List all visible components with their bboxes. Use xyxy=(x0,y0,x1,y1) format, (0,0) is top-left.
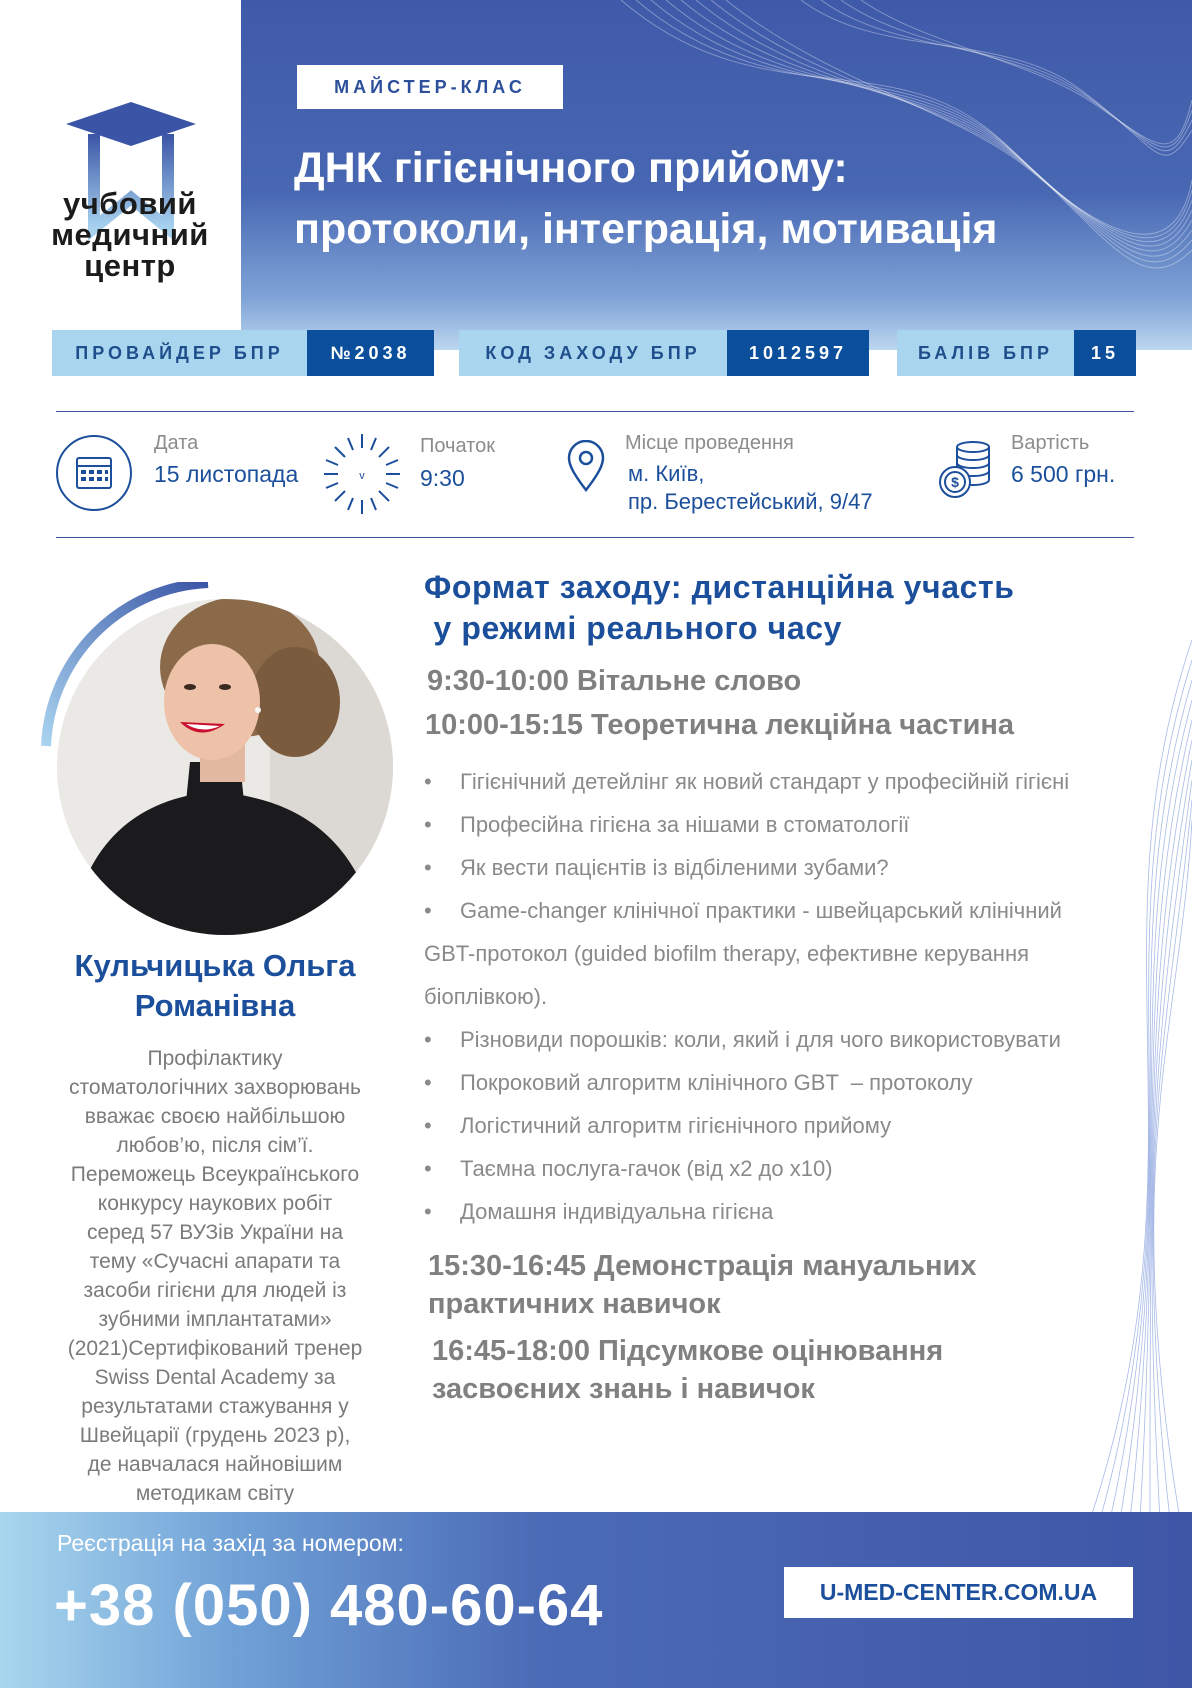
divider xyxy=(56,411,1134,412)
schedule-item-welcome: 9:30-10:00 Вітальне слово xyxy=(427,665,802,697)
svg-text:v: v xyxy=(359,470,365,482)
event-code-label: КОД ЗАХОДУ БПР xyxy=(459,330,727,376)
list-item: • Як вести пацієнтів із відбіленими зубами? xyxy=(424,855,889,880)
speaker-name: Кульчицька Ольга Романівна xyxy=(74,948,356,1023)
list-item: • Таємна послуга-гачок (від х2 до х10) xyxy=(424,1156,833,1181)
provider-label: ПРОВАЙДЕР БПР xyxy=(52,330,307,376)
list-item: • Гігієнічний детейлінг як новий стандарт у професійній гігієні xyxy=(424,769,1070,794)
price-value: 6 500 грн. xyxy=(1011,461,1116,487)
event-type-badge: МАЙСТЕР-КЛАС xyxy=(297,65,563,109)
svg-text:$: $ xyxy=(951,474,959,490)
list-item-continuation: біоплівкою). xyxy=(424,984,548,1009)
points-value: 15 xyxy=(1074,330,1136,376)
list-item: • Різновиди порошків: коли, який і для чого використовувати xyxy=(424,1027,1061,1052)
list-item: • Професійна гігієна за нішами в стоматології xyxy=(424,812,910,837)
website-link[interactable]: U-MED-CENTER.COM.UA xyxy=(784,1567,1133,1618)
clock-burst-icon xyxy=(322,432,402,516)
date-label: Дата xyxy=(154,432,199,454)
location-pin-icon xyxy=(566,440,606,494)
logo-text: учбовий медичний центр xyxy=(51,186,209,283)
list-item: • Покроковий алгоритм клінічного GBT – протоколу xyxy=(424,1070,973,1095)
place-value: м. Київ, пр. Берестейський, 9/47 xyxy=(628,461,873,514)
page-title: ДНК гігієнічного прийому: протоколи, інтеграція, мотивація xyxy=(294,144,998,253)
coins-icon xyxy=(935,438,995,502)
list-item-continuation: GBT-протокол (guided biofilm therapy, ефективне керування xyxy=(424,941,1030,966)
registration-label: Реєстрація на захід за номером: xyxy=(57,1530,404,1556)
start-value: 9:30 xyxy=(420,465,465,491)
event-format-heading: Формат заходу: дистанційна участь у режимі реального часу xyxy=(424,569,1015,646)
list-item: • Домашня індивідуальна гігієна xyxy=(424,1199,774,1224)
provider-value: №2038 xyxy=(307,330,434,376)
list-item: • Логістичний алгоритм гігієнічного прийому xyxy=(424,1113,892,1138)
divider xyxy=(56,537,1134,538)
place-label: Місце проведення xyxy=(625,432,794,454)
event-code-value: 1012597 xyxy=(727,330,869,376)
list-item: • Game-changer клінічної практики - швейцарський клінічний xyxy=(424,898,1062,923)
start-label: Початок xyxy=(420,435,495,457)
price-label: Вартість xyxy=(1011,432,1090,454)
speaker-photo xyxy=(40,582,400,942)
schedule-item-lecture: 10:00-15:15 Теоретична лекційна частина xyxy=(425,709,1015,741)
phone-number[interactable]: +38 (050) 480-60-64 xyxy=(54,1573,604,1638)
schedule-item-demonstration: 15:30-16:45 Демонстрація мануальних практичних навичок xyxy=(428,1250,977,1320)
lecture-topics-list xyxy=(424,760,1192,1233)
date-value: 15 листопада xyxy=(154,461,299,487)
calendar-icon xyxy=(54,433,134,513)
speaker-bio: Профілактику стоматологічних захворювань вважає своєю найбільшою любов’ю, після сім’ї. Переможець Всеукраїнського конкурсу наукових робіт серед 57 ВУЗів України на тему «Сучасні апарати та засоби гігієни для людей із зубними імплантатами» (2021)Сертифікований тренер Swiss Dental Academy за результатами стажування у Швейцарії (грудень 2023 р), де навчалася найновішим методикам світу xyxy=(67,1047,363,1505)
schedule-item-assessment: 16:45-18:00 Підсумкове оцінювання засвоєних знань і навичок xyxy=(432,1335,944,1405)
points-label: БАЛІВ БПР xyxy=(897,330,1074,376)
